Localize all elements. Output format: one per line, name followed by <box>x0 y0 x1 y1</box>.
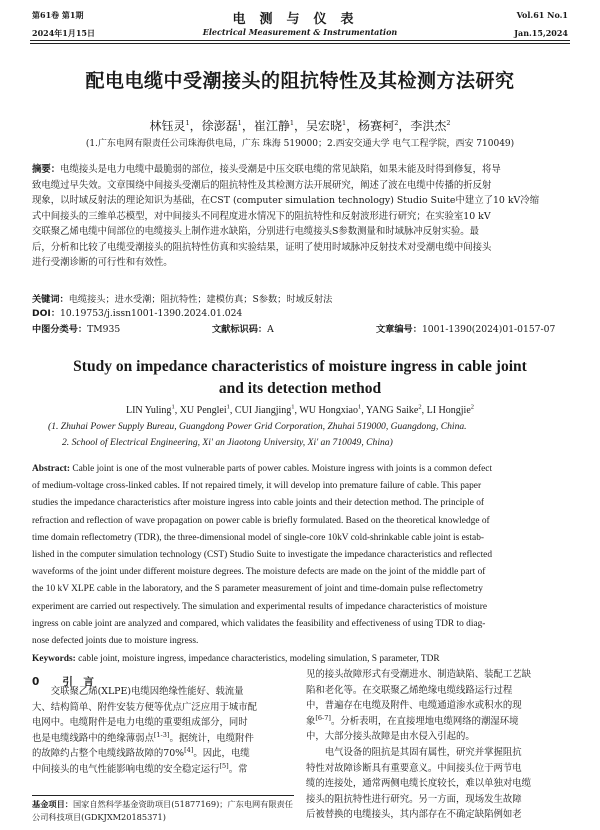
keywords-en <box>32 651 568 668</box>
doc-code-value: A <box>267 324 274 335</box>
abstract-line: 交联聚乙烯电缆中间部位的电缆接头上制作进水缺陷，分别进行电缆接头S参数测量和时域脉冲反射实验。最 <box>32 226 480 237</box>
body-line: 。因此，电缆 <box>193 748 250 760</box>
author-separator: , <box>361 405 366 416</box>
abstract-en-line: the 10 kV XLPE cable in the laboratory, and the S parameter measurement of joint and time-domain pulse reflectometry <box>32 584 483 595</box>
abstract-en-line: waveforms of the joint under different moisture degrees. The moisture defects are made on the joint of the middle part of <box>32 567 486 578</box>
abstract-cn <box>32 162 568 271</box>
citation[interactable]: [1-3] <box>153 730 170 739</box>
author-affiliation-mark: 1 <box>171 403 175 411</box>
author-affiliation-mark: 1 <box>291 403 295 411</box>
volume-issue: 第61卷 第1期 <box>32 10 84 20</box>
affiliation-en-1: (1. Zhuhai Power Supply Bureau, Guangdong Power Grid Corporation, Zhuhai 519000, Guangdong, China. <box>48 421 467 432</box>
body-line: 见的接头故障形式有受潮进水、制造缺陷、装配工艺缺 <box>306 669 532 680</box>
footnote-rule <box>32 795 294 796</box>
author-affiliation-mark: 1 <box>357 403 362 411</box>
journal-name-cn: 电测与仪表 <box>232 12 368 27</box>
author-name: 吴宏晓 <box>306 119 343 133</box>
abstract-line: 致电缆过早失效。文章围绕中间接头受潮后的阻抗特性及其检测方法开展研究，阐述了波在电缆中传播的折反射 <box>32 179 492 191</box>
author-affiliation-mark: 2 <box>470 403 475 411</box>
body-line: 的故障约占整个电缆线路故障的70% <box>32 748 185 760</box>
article-number-value: 1001-1390(2024)01-0157-07 <box>421 324 556 335</box>
doc-code-label: 文献标识码： <box>212 324 268 335</box>
author-affiliation-mark: 2 <box>418 403 422 411</box>
body-line: 。据统计，电缆附件 <box>169 732 254 744</box>
affiliation-en-2: 2. School of Electrical Engineering, Xi' an Jiaotong University, Xi' an 710049, China) <box>62 437 393 448</box>
header-rule <box>30 40 570 41</box>
article-number-label: 文章编号： <box>376 324 422 335</box>
doi-value[interactable]: 10.19753/j.issn1001-1390.2024.01.024 <box>60 308 243 319</box>
abstract-en-line: nose defected joints due to moisture ingress. <box>32 636 199 647</box>
body-line: 。分析表明，在直接埋地电缆网络的潮湿环境 <box>330 715 519 727</box>
abstract-line: 电缆接头是电力电缆中最脆弱的部位，接头受潮是中压交联电缆的常见缺陷，如果未能及时得到修复，将导 <box>60 164 501 175</box>
author-name: YANG Saike <box>365 405 419 416</box>
document-code <box>212 324 274 336</box>
citation[interactable]: [4] <box>184 746 194 755</box>
abstract-en <box>32 461 568 650</box>
abstract-en-line: experiment are carried out respectively. The simulation and experimental results of impedance characteristics of moisture <box>32 601 488 612</box>
title-en-line: Study on impedance characteristics of moisture ingress in cable joint <box>73 358 527 375</box>
author-name: 林钰灵 <box>149 119 186 133</box>
section-title: 引 言 <box>62 676 94 688</box>
abstract-en-line: lished in the computer simulation technology (CST) Studio Suite to investigate the impedance characteristics and reflected <box>32 550 493 561</box>
keywords-label-cn: 关键词： <box>32 294 69 305</box>
abstract-en-line: refraction and reflection of wave propagation on power cable is briefly formulated. Based on the theoretical knowledge of <box>32 515 490 526</box>
author-separator: ， <box>241 119 254 133</box>
body-right-column <box>306 667 568 823</box>
author-name: LI Hongjie <box>426 405 471 416</box>
funding-label: 基金项目： <box>32 799 73 809</box>
body-line: 象 <box>306 715 316 727</box>
abstract-en-line: Cable joint is one of the most vulnerable parts of power cables. Moisture ingress with joints is a common defect <box>70 464 493 474</box>
author-affiliation-mark: 1 <box>342 119 347 127</box>
clc-value: TM935 <box>87 324 121 335</box>
section-number: 0 <box>32 676 40 688</box>
paper-title-cn: 配电电缆中受潮接头的阻抗特性及其检测方法研究 <box>85 70 515 92</box>
author-name: 崔江静 <box>253 119 290 133</box>
author-list-en <box>0 405 600 416</box>
author-separator: , <box>229 405 235 416</box>
body-line: 中，普遍存在电缆及附件、电缆通道渗水或积水的现 <box>306 700 522 712</box>
author-list-cn <box>0 117 600 134</box>
doi <box>32 308 242 320</box>
keywords-text-en: cable joint, moisture ingress, impedance characteristics, modeling simulation, S parameter, TDR <box>75 654 440 664</box>
article-number <box>376 324 555 336</box>
body-line: 电网中。电缆附件是电力电缆的重要组成部分，同时 <box>32 717 248 729</box>
body-line: 接头的阻抗特性进行研究。另一方面，现场发生故障 <box>306 793 522 805</box>
body-line: 后被替换的电缆接头，其内部存在不确定缺陷例如老 <box>306 809 522 821</box>
author-affiliation-mark: 1 <box>237 119 242 127</box>
doi-label: DOI： <box>32 308 61 319</box>
author-separator: ， <box>398 119 411 133</box>
author-separator: , <box>421 405 427 416</box>
body-line: 交联聚乙烯(XLPE)电缆因绝缘性能好、载流量 <box>32 686 244 697</box>
abstract-line: 式中间接头的三维单芯模型，对中间接头不同程度进水情况下的阻抗特性和反射波形进行研究；在实验室10 kV <box>32 210 491 222</box>
citation[interactable]: [6-7] <box>315 713 331 722</box>
body-line: 也是电缆线路中的绝缘薄弱点 <box>32 732 154 744</box>
author-name: CUI Jiangjing <box>234 405 292 416</box>
abstract-en-line: ingress on cable joint are analyzed and compared, which validates the feasibility and effectiveness of using TDR to diag- <box>32 618 486 629</box>
author-name: 徐澎磊 <box>201 119 238 133</box>
author-name: 杨赛柯 <box>358 119 395 133</box>
funding-text: 国家自然科学基金资助项目(51877169)；广东电网有限责任公司科技项目(GDKJXM20185371) <box>32 799 293 822</box>
keywords-text-cn: 电缆接头；进水受潮；阻抗特性；建模仿真；S参数；时域反射法 <box>68 294 333 305</box>
body-line: 缆的连接处，通常两侧电缆长度较长，难以单独对电缆 <box>306 778 532 790</box>
body-line: 大、结构简单、附件安装方便等优点广泛应用于城市配 <box>32 701 258 713</box>
author-name: 李洪杰 <box>410 119 447 133</box>
issue-date-en: Jan.15,2024 <box>514 28 568 38</box>
funding-note <box>32 798 294 824</box>
author-affiliation-mark: 1 <box>185 119 190 127</box>
keywords-label-en: Keywords: <box>32 654 76 664</box>
author-separator: ， <box>189 119 202 133</box>
header-rule-thin <box>30 43 570 44</box>
body-line: 。常 <box>228 763 248 775</box>
author-name: LIN Yuling <box>125 405 172 416</box>
author-separator: ， <box>346 119 359 133</box>
author-name: WU Hongxiao <box>299 405 358 416</box>
body-line: 陷和老化等。在交联聚乙烯绝缘电缆线路运行过程 <box>306 684 513 696</box>
paper-title-en <box>0 356 600 400</box>
clc-number <box>32 324 120 336</box>
clc-label: 中图分类号： <box>32 324 88 335</box>
body-left-column <box>32 684 294 778</box>
affiliation-cn: (1.广东电网有限责任公司珠海供电局，广东 珠海 519000；2.西安交通大学 电气工程学院，西安 710049) <box>85 139 515 149</box>
issue-date-cn: 2024年1月15日 <box>32 28 95 38</box>
abstract-line: 进行受潮诊断的可行性和有效性。 <box>32 257 173 268</box>
abstract-label-cn: 摘要： <box>32 164 61 175</box>
author-affiliation-mark: 1 <box>289 119 294 127</box>
author-separator: ， <box>293 119 306 133</box>
body-line: 中，大部分接头故障是由水侵入引起的。 <box>306 731 475 743</box>
abstract-en-line: time domain reflectometry (TDR), the three-dimensional model of single-core 10kV cold-shrinkable cable joint is estab- <box>32 532 485 543</box>
body-line: 特性对故障诊断具有重要意义。中间接头位于两节电 <box>306 762 522 774</box>
citation[interactable]: [5] <box>219 761 229 770</box>
body-line: 电气设备的阻抗是其固有属性，研究并掌握阻抗 <box>306 746 522 758</box>
abstract-line: 后，分析和比较了电缆受潮接头的阻抗特性仿真和实验结果，证明了使用时域脉冲反射技术对受潮电缆中间接头 <box>32 241 492 253</box>
author-affiliation-mark: 2 <box>394 119 399 127</box>
author-name: XU Penglei <box>179 405 227 416</box>
author-affiliation-mark: 1 <box>226 403 230 411</box>
abstract-label-en: Abstract: <box>32 464 71 474</box>
title-en-line: and its detection method <box>218 380 382 397</box>
abstract-en-line: of medium-voltage cross-linked cables. If not repaired timely, it will develop into premature failure of cable. This paper <box>32 481 482 492</box>
body-line: 中间接头的电气性能影响电缆的安全稳定运行 <box>32 763 220 775</box>
author-separator: , <box>174 405 180 416</box>
volume-issue-en: Vol.61 No.1 <box>516 10 568 20</box>
author-separator: , <box>294 405 300 416</box>
abstract-en-line: studies the impedance characteristics after moisture ingress into cable joints and their detection method. The principle of <box>32 498 485 509</box>
journal-name-en: Electrical Measurement & Instrumentation <box>202 27 398 37</box>
keywords-cn <box>32 294 332 306</box>
abstract-line: 现象，以时域反射法的理论知识为基础，在CST (computer simulation technology) Studio Suite中建立了10 kV冷缩 <box>32 195 540 206</box>
author-affiliation-mark: 2 <box>446 119 451 127</box>
